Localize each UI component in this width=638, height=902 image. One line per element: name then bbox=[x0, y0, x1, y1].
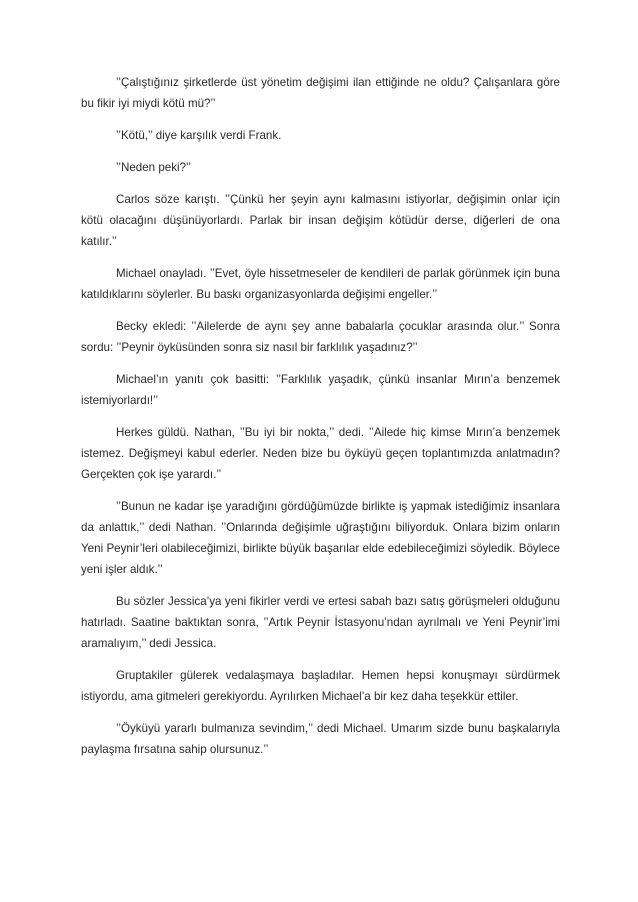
paragraph: ’’Çalıştığınız şirketlerde üst yönetim değişimi ilan ettiğinde ne oldu? Çalışanlara göre bu fikir iyi miydi kötü mü?’’ bbox=[81, 76, 560, 110]
paragraph: Michael’ın yanıtı çok basitti: ’’Farklılık yaşadık, çünkü insanlar Mırın’a benzemek istemiyorlardı!’’ bbox=[81, 373, 560, 407]
paragraph: ’’Neden peki?’’ bbox=[116, 161, 191, 174]
paragraph: Becky ekledi: ’’Ailelerde de aynı şey anne babalarla çocuklar arasında olur.’’ Sonra sordu: ’’Peynir öyküsünden sonra siz nasıl bir farklılık yaşadınız?’’ bbox=[81, 320, 560, 354]
paragraph: Herkes güldü. Nathan, ’’Bu iyi bir nokta,’’ dedi. ’’Ailede hiç kimse Mırın’a benzemek istemez. Değişmeyi kabul ederler. Neden bize bu öyküyü geçen toplantımızda anlatmadın? Gerçekten çok işe yarardı.’’ bbox=[81, 426, 560, 481]
paragraph: Michael onayladı. ’’Evet, öyle hissetmeseler de kendileri de parlak görünmek için buna katıldıklarını söylerler. Bu baskı organizasyonlarda değişimi engeller.’’ bbox=[81, 267, 560, 301]
paragraph: Bu sözler Jessica’ya yeni fikirler verdi ve ertesi sabah bazı satış görüşmeleri olduğunu hatırladı. Saatine baktıktan sonra, ’’Artık Peynir İstasyonu’ndan ayrılmalı ve Yeni Peynir’imi aramalıyım,’’ dedi Jessica. bbox=[81, 595, 560, 650]
paragraph: Gruptakiler gülerek vedalaşmaya başladılar. Hemen hepsi konuşmayı sürdürmek istiyordu, ama gitmeleri gerekiyordu. Ayrılırken Michael’a bir kez daha teşekkür ettiler. bbox=[81, 669, 560, 703]
paragraph: ’’Kötü,’’ diye karşılık verdi Frank. bbox=[116, 129, 282, 142]
document-body bbox=[81, 72, 560, 771]
paragraph: ’’Bunun ne kadar işe yaradığını gördüğümüzde birlikte iş yapmak istediğimiz insanlara da anlattık,’’ dedi Nathan. ’’Onlarında değişimle uğraştığını biliyorduk. Onlara bizim onların Yeni Peynir’leri olabileceğimizi, birlikte büyük başarılar elde edebileceğimizi söyledik. Böylece yeni işler aldık.’’ bbox=[81, 500, 560, 576]
paragraph: Carlos söze karıştı. ’’Çünkü her şeyin aynı kalmasını istiyorlar, değişimin onlar için kötü olacağını düşünüyorlardı. Parlak bir insan değişim kötüdür derse, diğerleri de ona katılır.’’ bbox=[81, 193, 560, 248]
paragraph: ’’Öyküyü yararlı bulmanıza sevindim,’’ dedi Michael. Umarım sizde bunu başkalarıyla paylaşma fırsatına sahip olursunuz.’’ bbox=[81, 722, 560, 756]
